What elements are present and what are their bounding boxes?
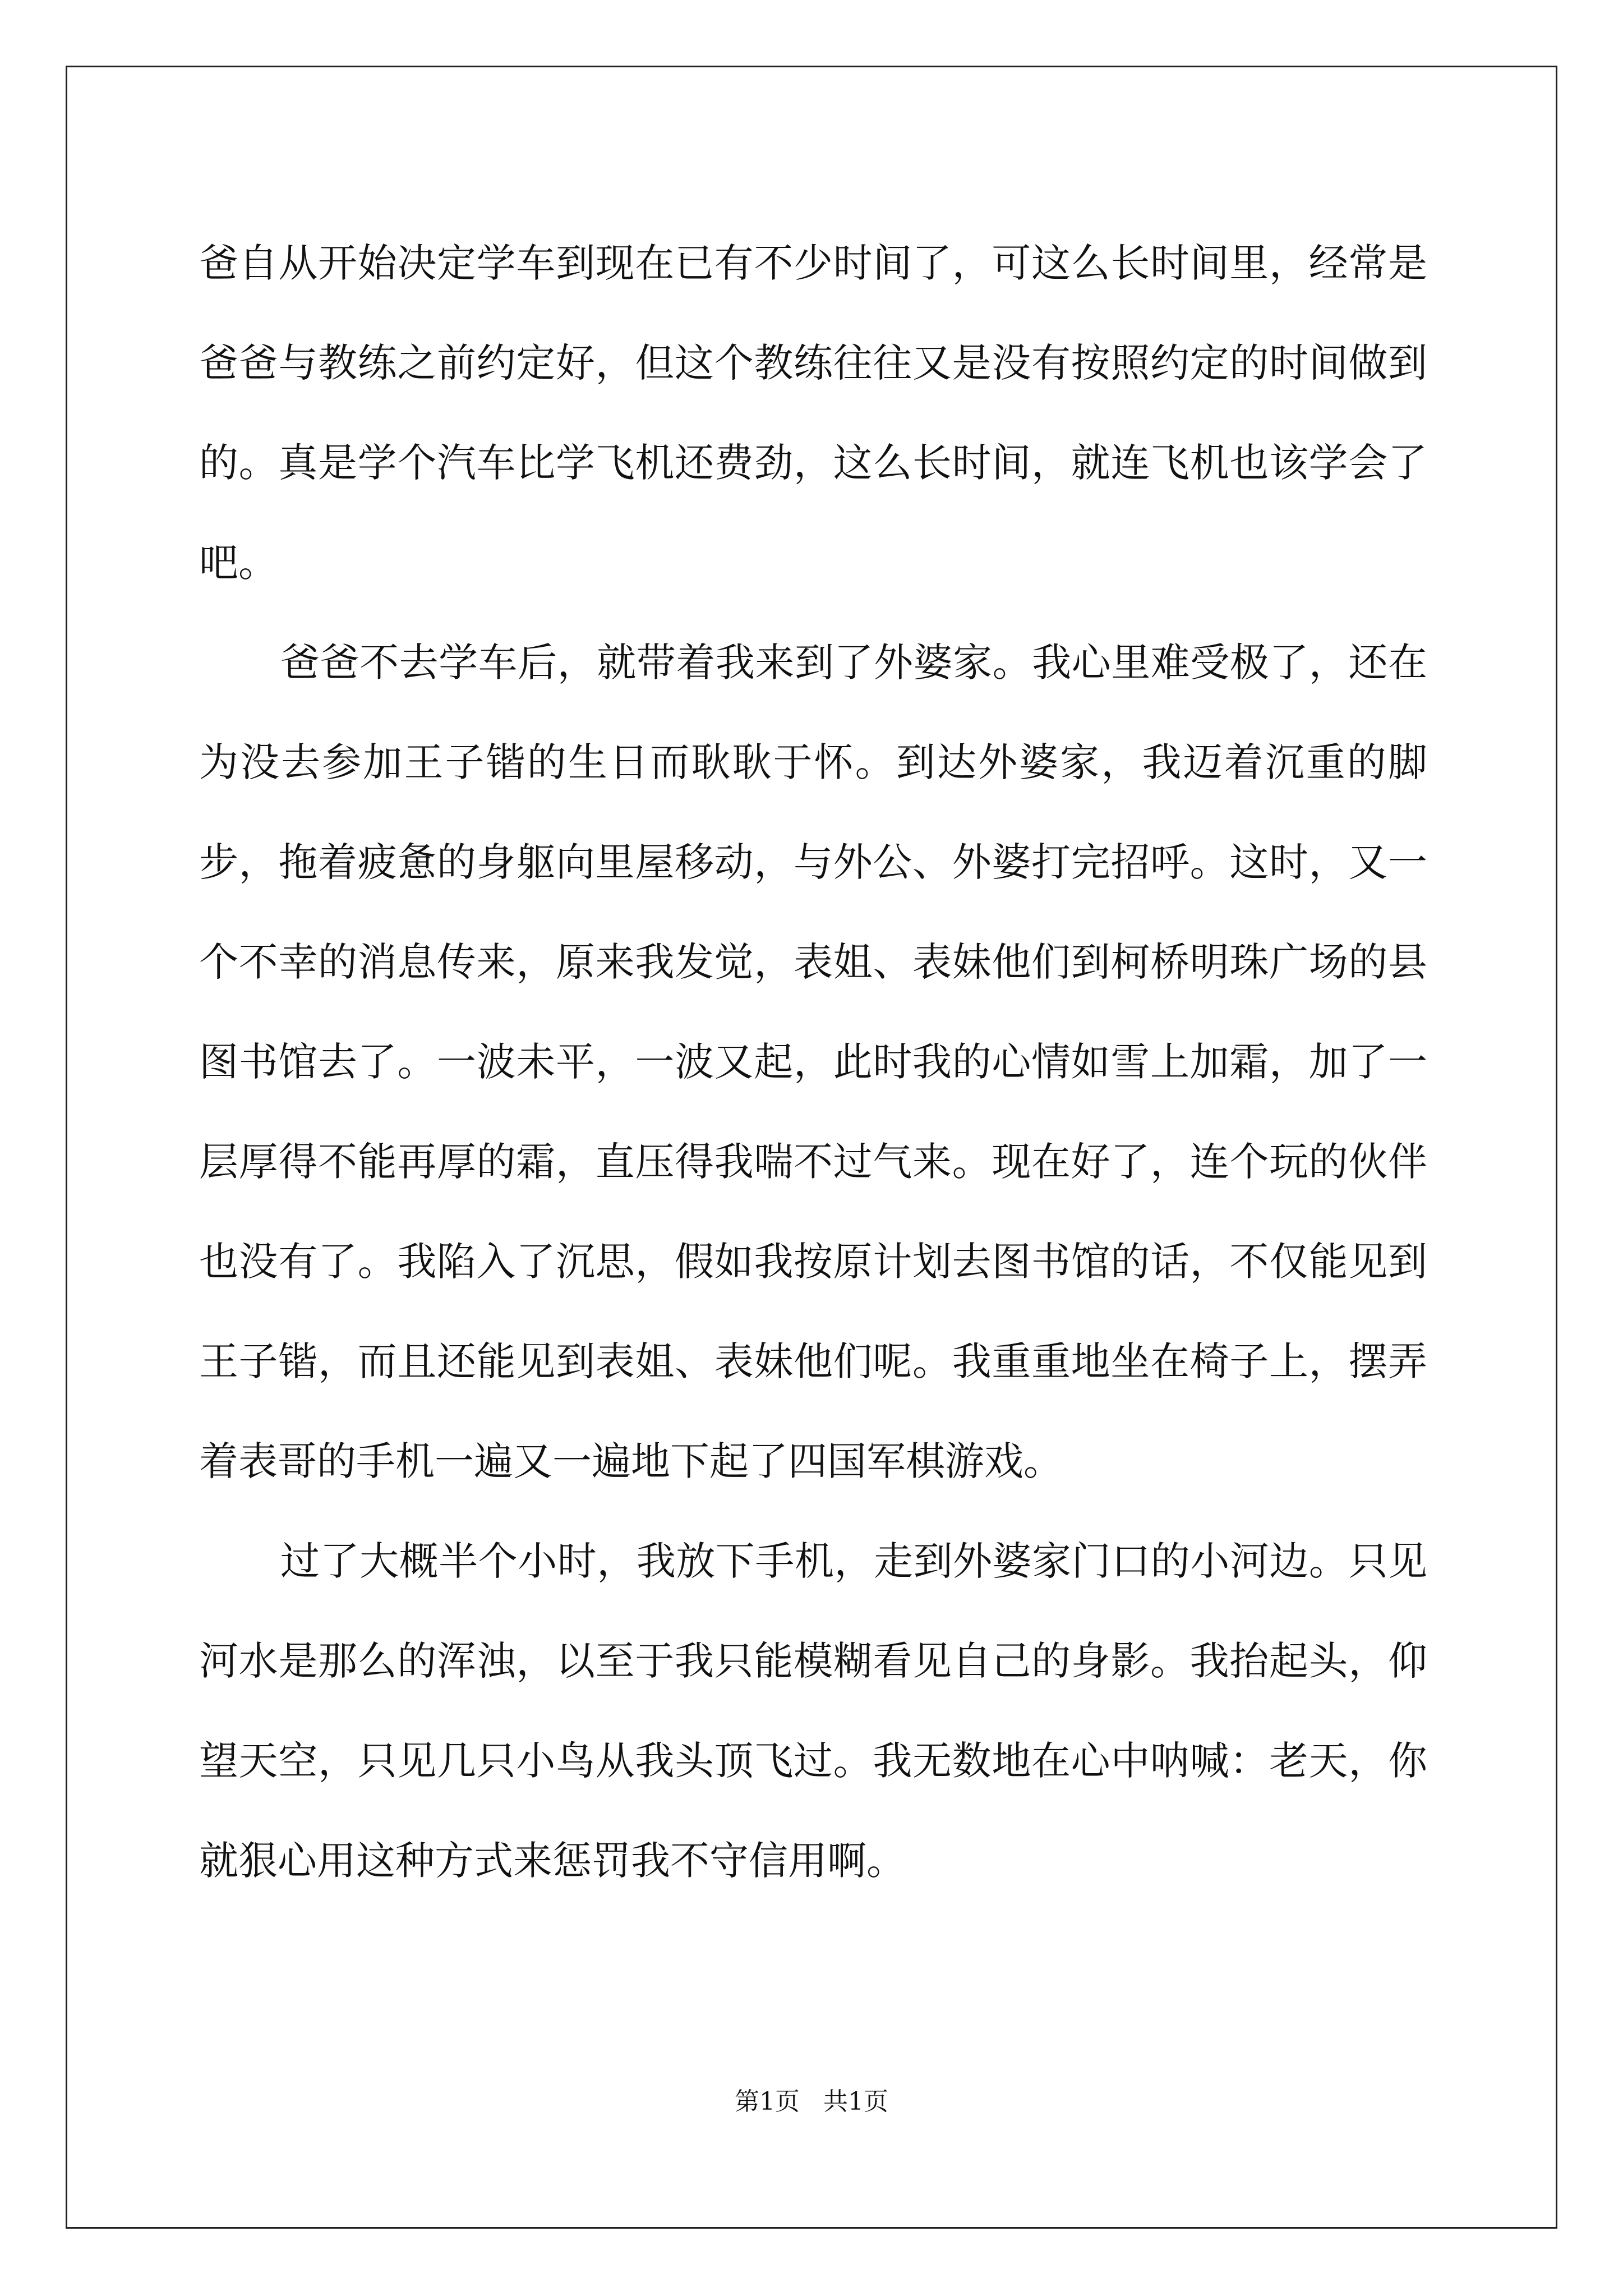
- paragraph-2: 爸爸不去学车后，就带着我来到了外婆家。我心里难受极了，还在为没去参加王子锴的生日而耿耿于怀。到达外婆家，我迈着沉重的脚步，拖着疲惫的身躯向里屋移动，与外公、外婆打完招呼。这时，又一个不幸的消息传来，原来我发觉，表姐、表妹他们到柯桥明珠广场的县图书馆去了。一波未平，一波又起，此时我的心情如雪上加霜，加了一层厚得不能再厚的霜，直压得我喘不过气来。现在好了，连个玩的伙伴也没有了。我陷入了沉思，假如我按原计划去图书馆的话，不仅能见到王子锴，而且还能见到表姐、表妹他们呢。我重重地坐在椅子上，摆弄着表哥的手机一遍又一遍地下起了四国军棋游戏。: [199, 639, 1427, 1484]
- paragraph-1: 爸自从开始决定学车到现在已有不少时间了，可这么长时间里，经常是爸爸与教练之前约定好，但这个教练往往又是没有按照约定的时间做到的。真是学个汽车比学飞机还费劲，这么长时间，就连飞机也该学会了吧。: [199, 240, 1427, 586]
- page-number: 第1页: [735, 2087, 800, 2116]
- page-total: 共1页: [823, 2087, 888, 2116]
- paragraph-3: 过了大概半个小时，我放下手机，走到外婆家门口的小河边。只见河水是那么的浑浊，以至于我只能模糊看见自己的身影。我抬起头，仰望天空，只见几只小鸟从我头顶飞过。我无数地在心中呐喊：老天，你就狠心用这种方式来惩罚我不守信用啊。: [199, 1538, 1427, 1884]
- page-footer: [0, 2081, 1623, 2117]
- document-body: [199, 213, 1427, 1911]
